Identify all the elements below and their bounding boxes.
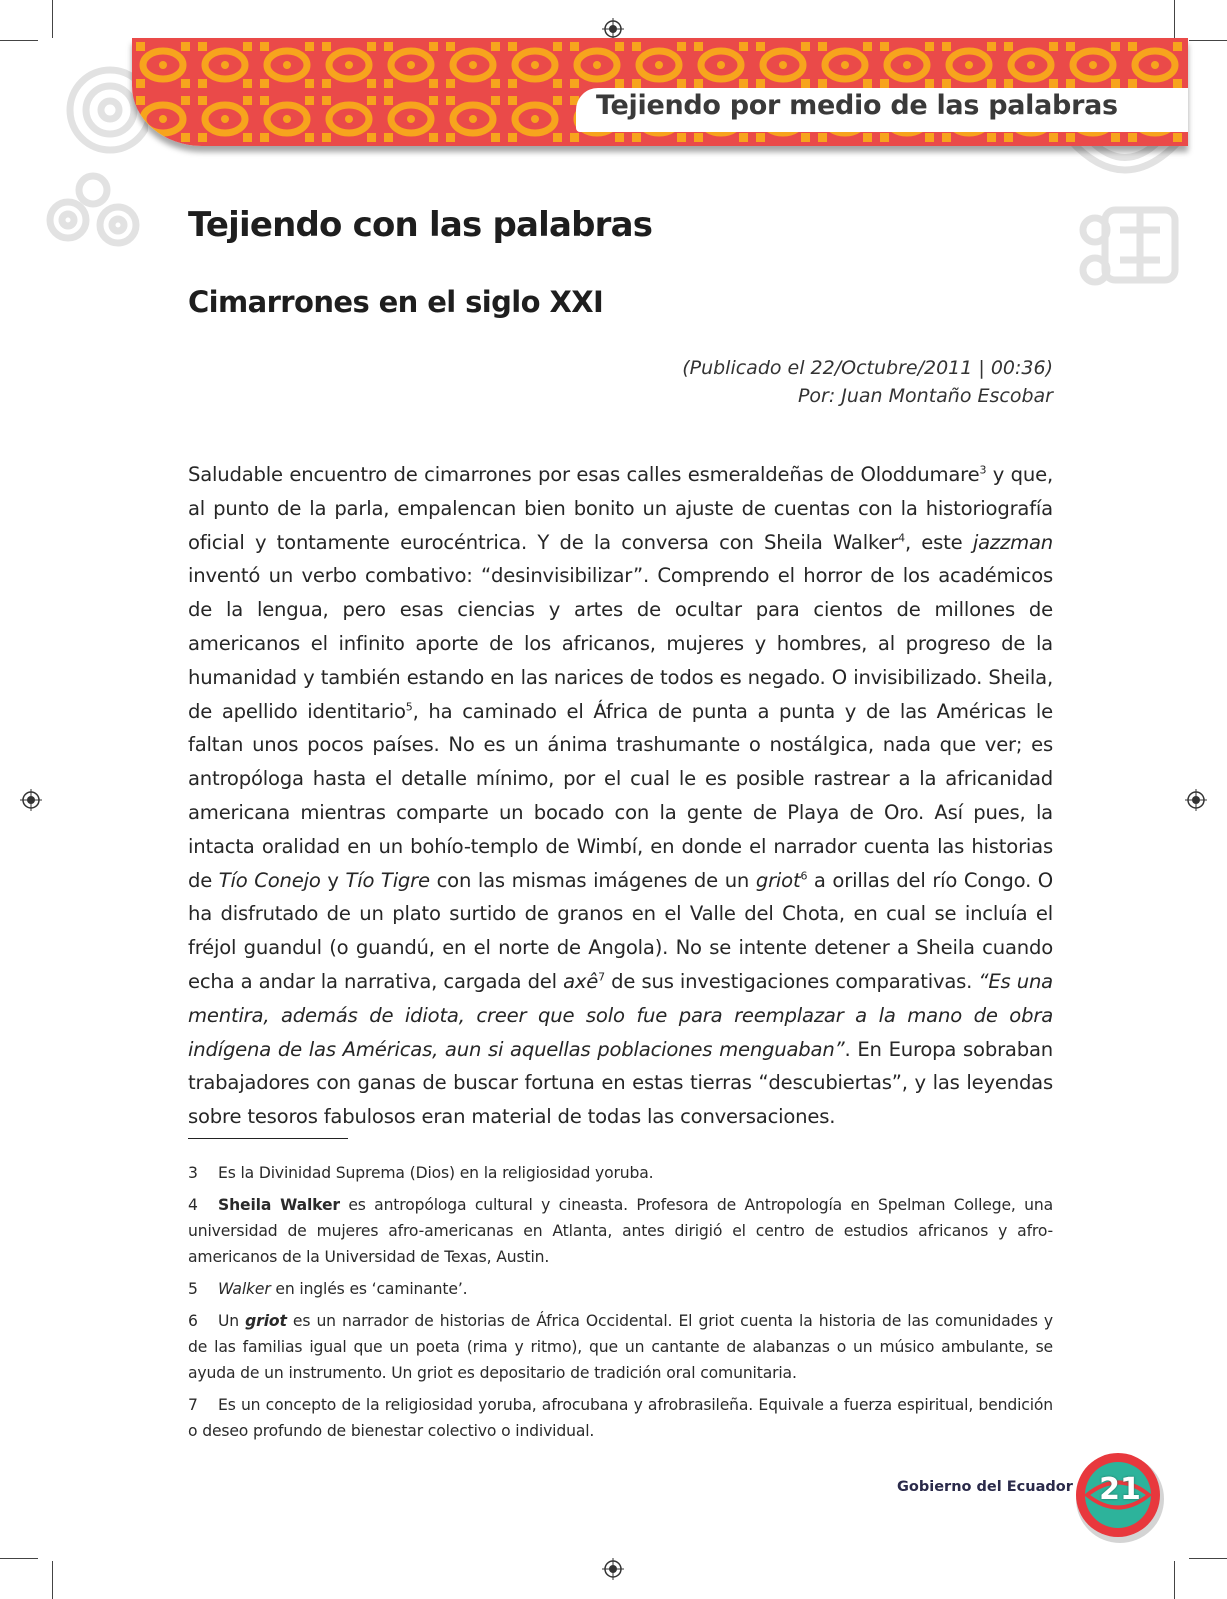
- footnote-divider: [188, 1138, 348, 1139]
- footnote-ref[interactable]: 6: [800, 869, 808, 883]
- crop-mark: [52, 1561, 53, 1599]
- footnotes: [188, 1160, 1053, 1450]
- crop-mark: [52, 0, 53, 38]
- page-subtitle: Cimarrones en el siglo XXI: [188, 285, 604, 319]
- registration-mark-icon: [602, 1558, 624, 1580]
- registration-mark-icon: [1185, 789, 1207, 811]
- byline: [682, 354, 1053, 410]
- footnote-4: 4 Sheila Walker es antropóloga cultural y cineasta. Profesora de Antropología en Spelman College, una universidad de mujeres afro-americanas en Atlanta, antes dirigió el centro de estudios africanos y afro-americanos de la Universidad de Texas, Austin.: [188, 1196, 1053, 1266]
- footnote-6: 6 Un griot es un narrador de historias de África Occidental. El griot cuenta la historia de las comunidades y de las familias igual que un poeta (rima y ritmo), que un cantante de alabanzas o un músico ambulante, se ayuda de un instrumento. Un griot es depositario de tradición oral comunitaria.: [188, 1312, 1054, 1382]
- footnote-ref[interactable]: 5: [405, 700, 413, 714]
- page-title: Tejiendo con las palabras: [188, 205, 653, 245]
- decorative-swirl-icon: [1060, 130, 1190, 304]
- section-title: Tejiendo por medio de las palabras: [596, 90, 1118, 121]
- crop-mark: [1174, 1561, 1175, 1599]
- article-body: Saludable encuentro de cimarrones por esas calles esmeraldeñas de Oloddumare$^3$ y que, al punto de la parla, empalencan bien bonito un ajuste de cuentas con la historiografía oficial y tontamente eurocéntrica. Y de la conversa con Sheila Walker$^4$, este jazzman inventó un verbo combativo: “desinvisibilizar”. Comprendo el horror de los académicos de la lengua, pero esas ciencias y artes de ocultar para cientos de millones de americanos el infinito aporte de los africanos, mujeres y hombres, al progreso de la humanidad y también estando en las narices de todos es negado. O invisibilizado. Sheila, de apellido identitario$^5$, ha caminado el África de punta a punta y de las Américas le faltan unos pocos países. No es un ánima trashumante o nostálgica, nada que ver; es antropóloga hasta el detalle mínimo, por el cual le es posible rastrear a la africanidad americana mientras comparte un bocado con la gente de Playa de Oro. Así pues, la intacta oralidad en un bohío-templo de Wimbí, en donde el narrador cuenta las historias de Tío Conejo y Tío Tigre con las mismas imágenes de un griot$^6$ a orillas del río Congo. O ha disfrutado de un plato surtido de granos en el Valle del Chota, en cual se incluía el fréjol guandul (o guandú, en el norte de Angola). No se intente detener a Sheila cuando echa a andar la narrativa, cargada del axê$^7$ de sus investigaciones comparativas. “Es una mentira, además de idiota, creer que solo fue para reemplazar a la mano de obra indígena de las Américas, aun si aquellas poblaciones menguaban”. En Europa sobraban trabajadores con ganas de buscar fortuna en estas tierras “descubiertas”, y las leyendas sobre tesoros fabulosos eran material de todas las conversaciones.: [188, 463, 1054, 1129]
- page-number: 21: [1099, 1472, 1141, 1507]
- footnote-ref[interactable]: 7: [598, 970, 605, 984]
- crop-mark: [0, 40, 38, 41]
- registration-mark-icon: [20, 789, 42, 811]
- footnote-7: 7 Es un concepto de la religiosidad yoruba, afrocubana y afrobrasileña. Equivale a fuerza espiritual, bendición o deseo profundo de bienestar colectivo o individual.: [188, 1396, 1053, 1440]
- publish-date: (Publicado el 22/Octubre/2011 | 00:36): [682, 357, 1053, 379]
- crop-mark: [1174, 0, 1175, 38]
- registration-mark-icon: [602, 18, 624, 40]
- crop-mark: [1189, 40, 1227, 41]
- footnote-ref[interactable]: 3: [979, 463, 987, 477]
- quote: “Es una mentira, además de idiota, creer que solo fue para reemplazar a la mano de obra indígena de las Américas, aun si aquellas poblaciones menguaban”: [188, 969, 1053, 1061]
- footnote-ref[interactable]: 4: [898, 531, 905, 545]
- crop-mark: [0, 1558, 38, 1559]
- footer-label: Gobierno del Ecuador: [897, 1479, 1073, 1495]
- author: Por: Juan Montaño Escobar: [797, 385, 1053, 407]
- footnote-5: 5 Walker en inglés es ‘caminante’.: [188, 1280, 468, 1298]
- crop-mark: [1189, 1558, 1227, 1559]
- footnote-3: 3 Es la Divinidad Suprema (Dios) en la religiosidad yoruba.: [188, 1164, 654, 1182]
